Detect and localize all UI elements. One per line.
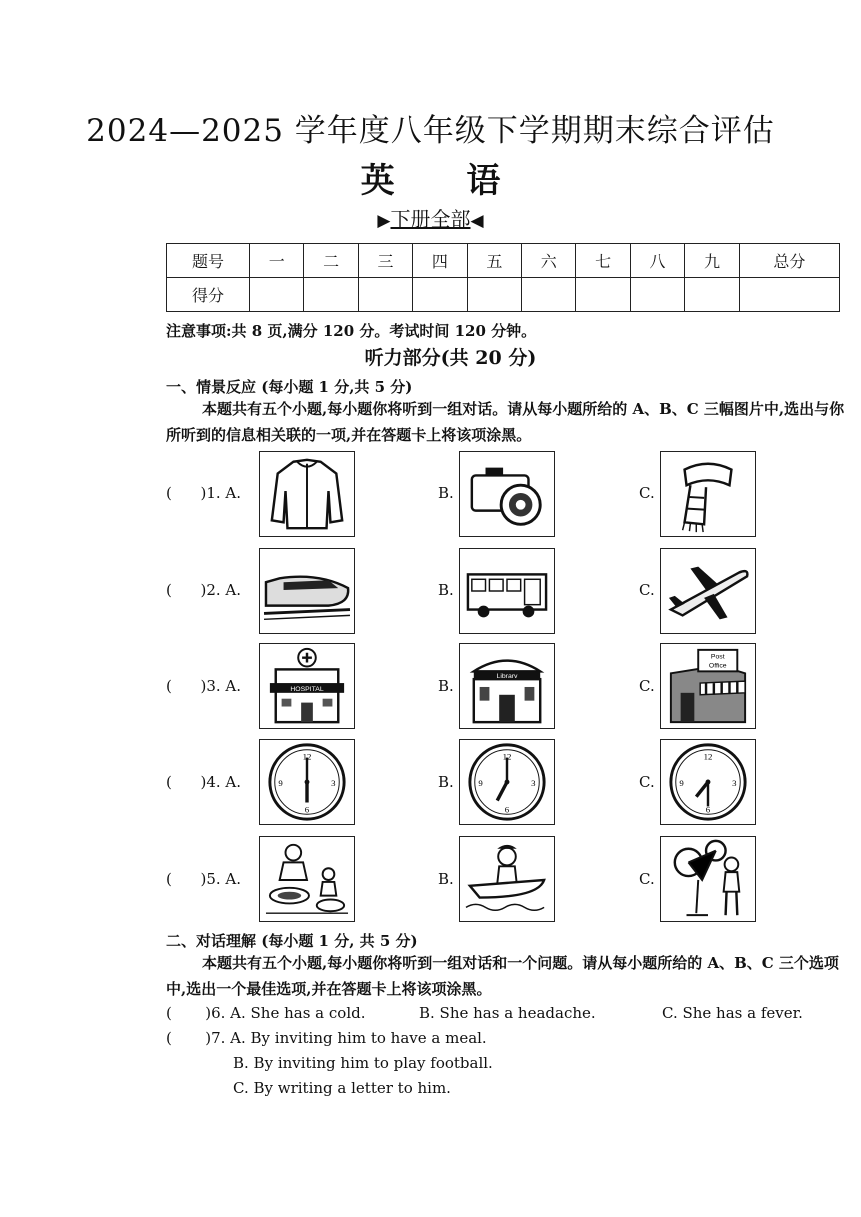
score-cell: 三 <box>358 244 412 278</box>
scarf-icon[interactable] <box>660 451 756 537</box>
svg-text:6: 6 <box>504 804 510 815</box>
svg-text:12: 12 <box>703 751 713 762</box>
bike-repair-icon[interactable] <box>660 836 756 922</box>
score-cell: 七 <box>576 244 630 278</box>
score-cell: 二 <box>304 244 358 278</box>
score-input-cell[interactable] <box>685 278 739 312</box>
boating-icon[interactable] <box>459 836 555 922</box>
svg-text:12: 12 <box>302 751 312 762</box>
score-input-cell[interactable] <box>413 278 467 312</box>
score-cell: 一 <box>250 244 304 278</box>
q1-option-b: B. <box>438 484 454 502</box>
bus-icon[interactable] <box>459 548 555 634</box>
q2-option-c: C. <box>639 581 655 599</box>
score-cell: 得分 <box>167 278 250 312</box>
svg-text:12: 12 <box>502 751 512 762</box>
section1-instruction: 本题共有五个小题,每小题你将听到一组对话。请从每小题所给的 A、B、C 三幅图片中,选出与你所听到的信息相关联的一项,并在答题卡上将该项涂黑。 <box>166 400 845 444</box>
question-1-label: ( )1. A. <box>166 484 241 502</box>
score-input-cell[interactable] <box>358 278 412 312</box>
q3-option-c: C. <box>639 677 655 695</box>
question-7-option-c: C. By writing a letter to him. <box>233 1079 451 1097</box>
section2-title: 二、对话理解 (每小题 1 分, 共 5 分) <box>166 932 418 950</box>
post-office-icon[interactable] <box>660 643 756 729</box>
score-table <box>166 243 840 312</box>
jacket-icon[interactable] <box>259 451 355 537</box>
score-cell: 五 <box>467 244 521 278</box>
question-6-option-c: C. She has a fever. <box>662 1004 803 1022</box>
section1-title: 一、情景反应 (每小题 1 分,共 5 分) <box>166 378 413 396</box>
exam-title: 2024—2025 学年度八年级下学期期末综合评估 <box>86 113 775 149</box>
q2-option-b: B. <box>438 581 454 599</box>
svg-text:3: 3 <box>732 777 737 788</box>
score-cell: 四 <box>413 244 467 278</box>
scope-label <box>0 203 861 232</box>
svg-text:Office: Office <box>708 662 727 670</box>
question-4-label: ( )4. A. <box>166 773 241 791</box>
triangle-left-icon: ◀ <box>470 211 484 231</box>
cooking-icon[interactable] <box>259 836 355 922</box>
clock-seven-thirty-icon[interactable] <box>660 739 756 825</box>
svg-text:Post: Post <box>710 653 725 661</box>
svg-text:HOSPITAL: HOSPITAL <box>290 685 324 693</box>
question-3-label: ( )3. A. <box>166 677 241 695</box>
q4-option-b: B. <box>438 773 454 791</box>
svg-text:9: 9 <box>679 777 684 788</box>
score-cell: 题号 <box>167 244 250 278</box>
score-input-cell[interactable] <box>304 278 358 312</box>
q5-option-b: B. <box>438 870 454 888</box>
clock-seven-icon[interactable] <box>459 739 555 825</box>
svg-text:9: 9 <box>278 777 283 788</box>
hospital-icon[interactable] <box>259 643 355 729</box>
section2-instruction: 本题共有五个小题,每小题你将听到一组对话和一个问题。请从每小题所给的 A、B、C 三个选项中,选出一个最佳选项,并在答题卡上将该项涂黑。 <box>166 954 839 998</box>
svg-text:3: 3 <box>331 777 336 788</box>
svg-text:6: 6 <box>304 804 310 815</box>
score-table-header-row <box>167 244 840 278</box>
svg-text:3: 3 <box>531 777 536 788</box>
q5-option-c: C. <box>639 870 655 888</box>
question-6-option-b: B. She has a headache. <box>419 1004 596 1022</box>
subject-title: 英 语 <box>360 161 531 201</box>
q1-option-c: C. <box>639 484 655 502</box>
question-5-label: ( )5. A. <box>166 870 241 888</box>
listening-part-title: 听力部分(共 20 分) <box>364 347 537 369</box>
notice-text: 注意事项:共 8 页,满分 120 分。考试时间 120 分钟。 <box>166 322 537 340</box>
score-input-cell[interactable] <box>522 278 576 312</box>
score-input-cell[interactable] <box>739 278 839 312</box>
score-cell: 总分 <box>739 244 839 278</box>
score-input-cell[interactable] <box>467 278 521 312</box>
plane-icon[interactable] <box>660 548 756 634</box>
scope-text: 下册全部 <box>390 207 471 231</box>
library-icon[interactable] <box>459 643 555 729</box>
q3-option-b: B. <box>438 677 454 695</box>
q4-option-c: C. <box>639 773 655 791</box>
camera-icon[interactable] <box>459 451 555 537</box>
score-table-score-row <box>167 278 840 312</box>
score-input-cell[interactable] <box>250 278 304 312</box>
svg-text:6: 6 <box>705 804 711 815</box>
svg-text:9: 9 <box>478 777 483 788</box>
svg-text:Library: Library <box>496 673 518 681</box>
train-icon[interactable] <box>259 548 355 634</box>
question-7-option-a: ( )7. A. By inviting him to have a meal. <box>166 1029 487 1047</box>
clock-six-icon[interactable] <box>259 739 355 825</box>
score-input-cell[interactable] <box>630 278 684 312</box>
question-7-option-b: B. By inviting him to play football. <box>233 1054 493 1072</box>
score-input-cell[interactable] <box>576 278 630 312</box>
score-cell: 八 <box>630 244 684 278</box>
score-cell: 九 <box>685 244 739 278</box>
question-2-label: ( )2. A. <box>166 581 241 599</box>
question-6-option-a: ( )6. A. She has a cold. <box>166 1004 366 1022</box>
triangle-right-icon: ▶ <box>377 211 391 231</box>
score-cell: 六 <box>522 244 576 278</box>
